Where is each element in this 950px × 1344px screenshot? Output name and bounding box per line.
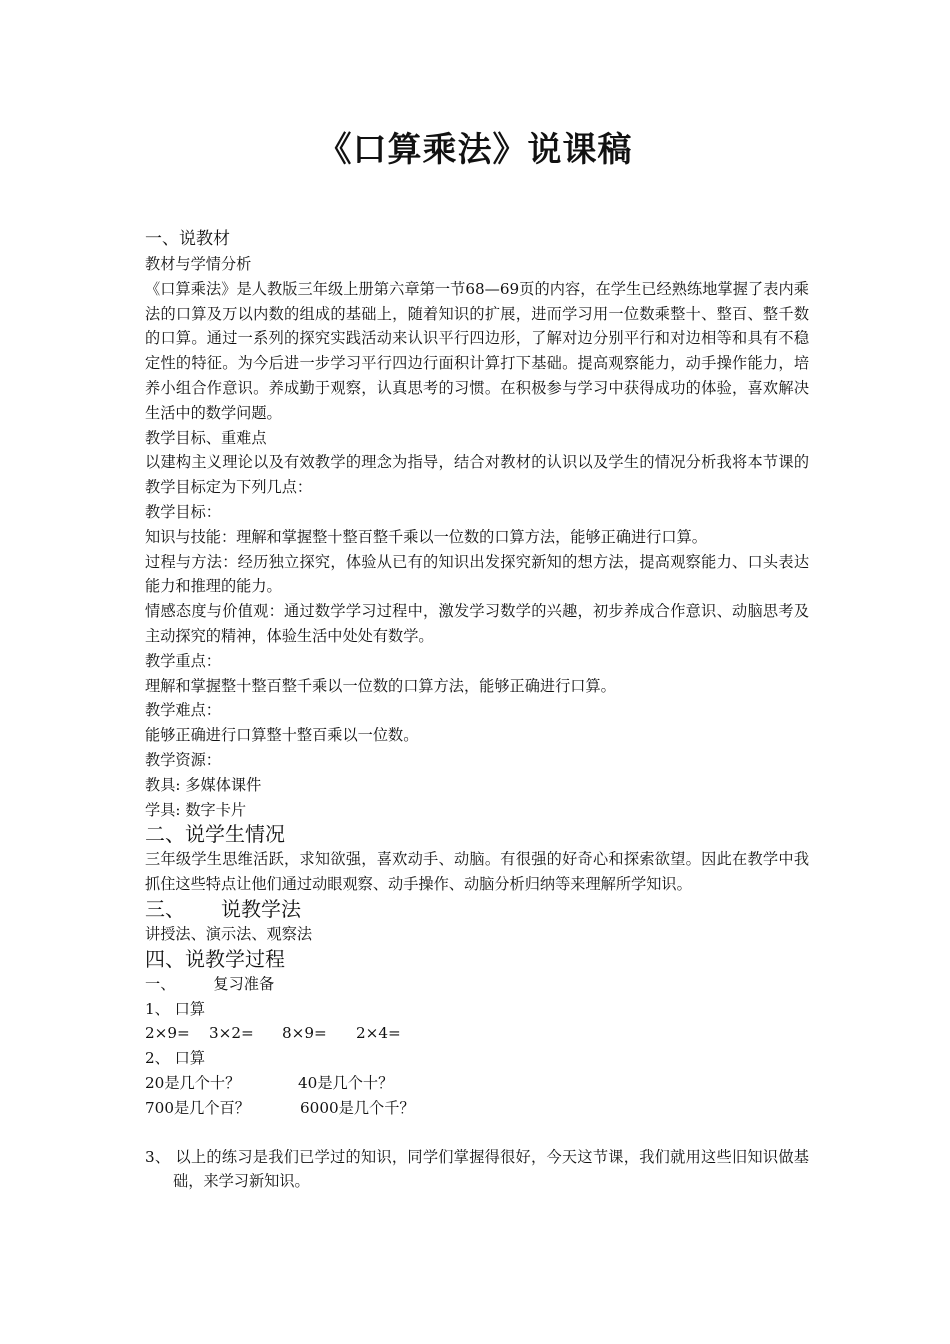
section-heading-textbook: 一、说教材 <box>145 229 230 249</box>
goal-knowledge: 知识与技能：理解和掌握整十整百整千乘以一位数的口算方法，能够正确进行口算。 <box>145 527 707 546</box>
step-number: 一、 <box>145 974 176 993</box>
subheading-goals: 教学目标、重难点 <box>145 428 267 447</box>
question: 700是几个百？ <box>145 1098 250 1117</box>
calc-item: 2×4= <box>356 1024 401 1043</box>
difficulty: 能够正确进行口算整十整百乘以一位数。 <box>145 726 419 745</box>
paragraph-analysis: 《口算乘法》是人教版三年级上册第六章第一节68—69页的内容，在学生已经熟练地掌握了表内乘法的口算及万以内数的组成的基础上，随着知识的扩展，进而学习用一位数乘整十、整百、整千数的口算。通过一系列的探究实践活动来认识平行四边形，了解对边分别平行和对边相等和具有不稳定性的特征。为今后进一步学习平行四边行面积计算打下基础。提高观察能力，动手操作能力，培养小组合作意识。养成勤于观察，认真思考的习惯。在积极参与学习中获得成功的体验，喜欢解决生活中的数学问题。 <box>145 279 809 422</box>
resource-student: 学具: 数字卡片 <box>145 800 247 819</box>
paragraph-goals-intro: 以建构主义理论以及有效教学的理念为指导，结合对教材的认识以及学生的情况分析我将本节课的教学目标定为下列几点： <box>145 453 809 497</box>
section-heading-students: 二、说学生情况 <box>145 822 285 847</box>
step-text: 复习准备 <box>213 974 275 993</box>
goals-label: 教学目标： <box>145 502 221 521</box>
question: 6000是几个千？ <box>300 1098 415 1117</box>
document-body <box>145 226 809 1194</box>
question-row <box>145 1071 809 1096</box>
calc-item: 8×9= <box>282 1024 327 1043</box>
section-heading-text: 说教学法 <box>221 896 301 921</box>
question-row <box>145 1096 809 1121</box>
key-point: 理解和掌握整十整百整千乘以一位数的口算方法，能够正确进行口算。 <box>145 676 616 695</box>
subheading-analysis: 教材与学情分析 <box>145 255 252 273</box>
section-number: 三、 <box>145 896 185 921</box>
calc-item: 3×2= <box>209 1024 254 1043</box>
step-review <box>145 972 809 997</box>
document-title: 《口算乘法》说课稿 <box>317 130 633 170</box>
goal-attitude: 情感态度与价值观：通过数学学习过程中，激发学习数学的兴趣，初步养成合作意识、动脑思考及主动探究的精神，体验生活中处处有数学。 <box>145 602 809 645</box>
question: 20是几个十？ <box>145 1073 241 1092</box>
section-heading-process: 四、说教学过程 <box>145 946 285 971</box>
calc-item: 2×9= <box>145 1024 190 1043</box>
question: 40是几个十？ <box>298 1073 394 1092</box>
item-summary: 3、 以上的练习是我们已学过的知识，同学们掌握得很好，今天这节课，我们就用这些旧知识做基础，来学习新知识。 <box>145 1147 809 1191</box>
paragraph-students: 三年级学生思维活跃，求知欲强，喜欢动手、动脑。有很强的好奇心和探索欲望。因此在教学中我抓住这些特点让他们通过动眼观察、动手操作、动脑分析归纳等来理解所学知识。 <box>145 850 809 894</box>
section-heading-methods <box>145 897 809 922</box>
goal-process: 过程与方法：经历独立探究，体验从已有的知识出发探究新知的想方法，提高观察能力、口头表达能力和推理的能力。 <box>145 552 809 596</box>
item-oral-calc-1: 1、 口算 <box>145 999 206 1018</box>
difficulty-label: 教学难点： <box>145 701 221 720</box>
paragraph-methods: 讲授法、演示法、观察法 <box>145 924 313 943</box>
key-point-label: 教学重点： <box>145 651 221 670</box>
item-oral-calc-2: 2、 口算 <box>145 1049 206 1068</box>
resources-label: 教学资源： <box>145 750 221 769</box>
resource-teacher: 教具: 多媒体课件 <box>145 775 262 794</box>
calc-row <box>145 1021 809 1046</box>
